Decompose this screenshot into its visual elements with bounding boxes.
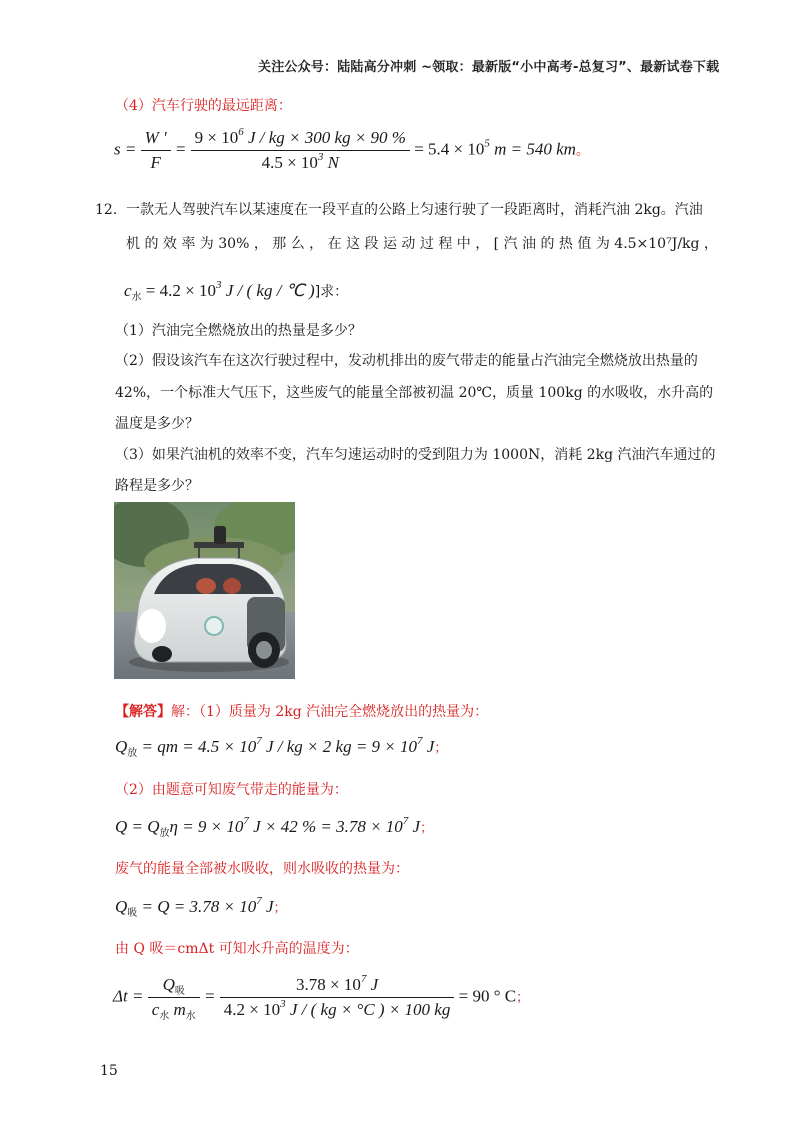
answer-formula-line: 由 Q 吸＝cmΔt 可知水升高的温度为： [115,941,359,957]
answer-tag: 【解答】 [115,704,171,720]
answer-intro: 解：（1）质量为 2kg 汽油完全燃烧放出的热量为： [171,704,489,720]
self-driving-car-photo [114,502,295,679]
equation-heat-released: $Q_放$ = qm = $4.5 \times 10^7$ J / kg × 2 kg = $9 \times 10^7$ J； [115,735,448,759]
eq-lhs: s [114,139,121,159]
fraction-numeric: $\frac{3.78 \times 10^7 J}{4.2 \times 10^3 J / ( kg \times ^\circ C ) \times 100 kg}$ [220,975,455,1020]
fraction-energy-over-force: $\frac{9 \times 10^6 J / kg \times 300 kg \times 90 \%}{4.5 \times 10^3 N}$ [191,128,410,173]
question-3-line-1: （3）如果汽油机的效率不变，汽车匀速运动时的受到阻力为 1000N，消耗 2kg 汽油汽车通过的 [115,447,716,463]
answer-intro-line [115,703,488,721]
question-2-line-1: （2）假设该汽车在这次行驶过程中，发动机排出的废气带走的能量占汽油完全燃烧放出热量的 [115,353,698,369]
equation-heat-absorbed: $Q_吸 = Q = 3.78 \times 10^7$ J； [115,895,287,919]
part4-label: （4）汽车行驶的最远距离： [115,98,292,114]
answer-part-2: （2）由题意可知废气带走的能量为： [115,782,348,798]
question-3-line-2: 路程是多少？ [115,478,199,494]
problem-line-2: 机 的 效 率 为 30% ， 那 么 ， 在 这 段 运 动 过 程 中 ， [ 汽 油 的 热 值 为 4.5×10⁷J/kg ， [126,236,718,252]
equation-temperature-rise: Δt = $\frac{Q_吸}{c_水 m_水}$ = $\frac{3.78 \times 10^7 J}{4.2 \times 10^3 J / ( kg \times ^\circ C ) \times 100 kg}$ = 90 ° C； [113,973,530,1022]
problem-number: 12. [95,202,118,218]
page-number: 15 [100,1063,118,1079]
equation-waste-energy: $Q = Q_放\eta = 9 \times 10^7$ J × 42 % = $3.78 \times 10^7$ J； [115,815,434,839]
question-2-line-2: 42%，一个标准大气压下，这些废气的能量全部被初温 20℃，质量 100kg 的水吸收，水升高的 [115,385,714,401]
question-1: （1）汽油完全燃烧放出的热量是多少？ [115,323,362,339]
page-header: 关注公众号：陆陆高分冲刺 ~领取：最新版“小中高考-总复习”、最新试卷下载 [258,60,720,75]
problem-line-1: 一款无人驾驶汽车以某速度在一段平直的公路上匀速行驶了一段距离时，消耗汽油 2kg。汽油 [126,202,703,218]
fraction-w-over-f: $\frac{W '}{F}$ [141,128,171,173]
question-2-line-3: 温度是多少？ [115,416,199,432]
answer-absorb: 废气的能量全部被水吸收，则水吸收的热量为： [115,861,409,877]
fraction-q-over-cm: $\frac{Q_吸}{c_水 m_水}$ [148,975,200,1020]
part4-equation: s = $\frac{W '}{F}$ = $\frac{9 \times 10^6 J / kg \times 300 kg \times 90 \%}{4.5 \times 10^3 N}$ = $5.4 \times 10^5$ m = 540 km。 [114,126,589,172]
specific-heat-water: $c_水 = 4.2 \times 10^3$ J / ( kg / ℃ )]求： [124,279,349,303]
